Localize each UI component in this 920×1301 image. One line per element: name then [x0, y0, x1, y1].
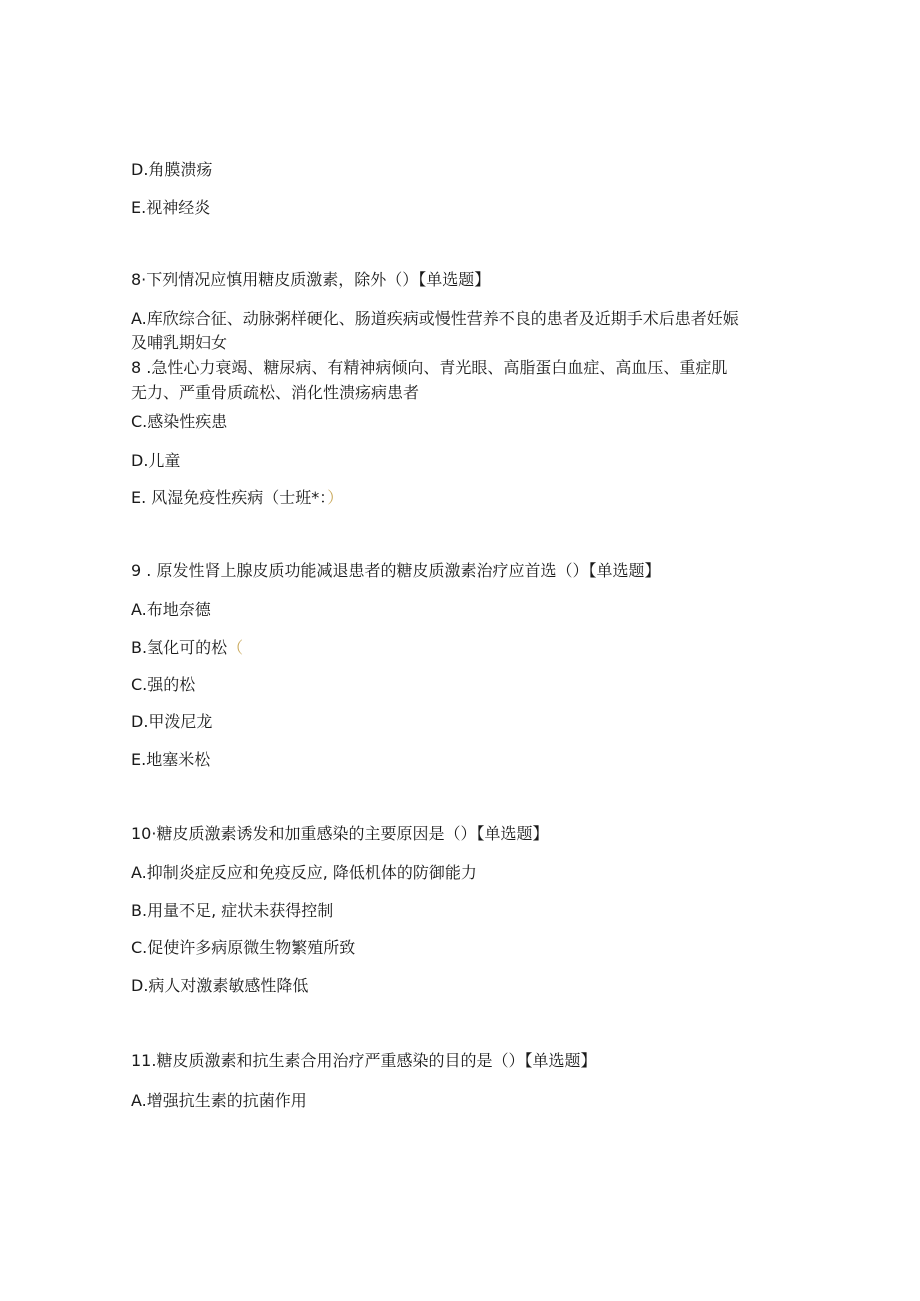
question-11: 11.糖皮质激素和抗生素合用治疗严重感染的目的是（）【单选题】	[131, 1051, 597, 1070]
option-11a: A.增强抗生素的抗菌作用	[131, 1091, 307, 1110]
option-9a: A.布地奈德	[131, 600, 211, 619]
option-10b: B.用量不足, 症状未获得控制	[131, 901, 334, 920]
option-10d: D.病人对激素敏感性降低	[131, 976, 309, 995]
question-10: 10·糖皮质激素诱发和加重感染的主要原因是（）【单选题】	[131, 824, 549, 843]
option-8b-line1: 8 .急性心力衰竭、糖尿病、有精神病倾向、青光眼、高脂蛋白血症、高血压、重症肌	[131, 358, 728, 377]
option-9c: C.强的松	[131, 675, 196, 694]
option-8d: D.儿童	[131, 451, 181, 470]
option-7e: E.视神经炎	[131, 198, 211, 217]
question-9: 9 . 原发性肾上腺皮质功能减退患者的糖皮质激素治疗应首选（）【单选题】	[131, 561, 661, 580]
option-8b-line2: 无力、严重骨质疏松、消化性溃疡病患者	[131, 383, 420, 402]
option-8a-line1: A.库欣综合征、动脉粥样硬化、肠道疾病或慢性营养不良的患者及近期手术后患者妊娠	[131, 309, 739, 328]
option-8e	[131, 487, 343, 509]
option-9b-text: B.氢化可的松	[131, 638, 228, 657]
option-7d: D.角膜溃疡	[131, 160, 213, 179]
option-9e: E.地塞米松	[131, 750, 211, 769]
question-8: 8·下列情况应慎用糖皮质激素，除外（）【单选题】	[131, 270, 491, 289]
option-10a: A.抑制炎症反应和免疫反应, 降低机体的防御能力	[131, 863, 477, 882]
option-8c: C.感染性疾患	[131, 412, 228, 431]
faint-paren-mark: ）	[327, 488, 344, 507]
option-10c: C.促使许多病原微生物繁殖所致	[131, 938, 356, 957]
option-8e-text: E. 风湿免疫性疾病（士班*：	[131, 488, 328, 507]
option-8a-line2: 及哺乳期妇女	[131, 333, 228, 352]
faint-paren-mark-b: （	[227, 638, 244, 657]
option-9d: D.甲泼尼龙	[131, 712, 213, 731]
option-9b	[131, 637, 243, 659]
